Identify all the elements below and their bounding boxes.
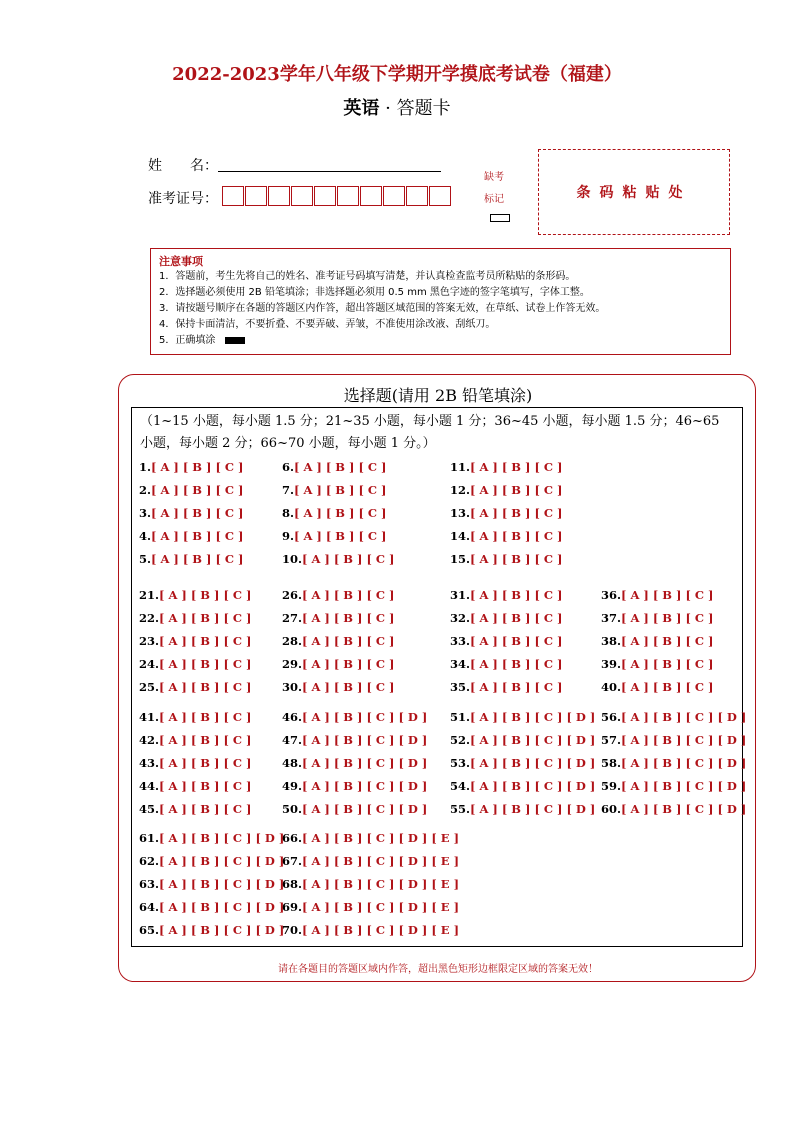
question-row[interactable] xyxy=(139,710,252,724)
missing-mark-box[interactable] xyxy=(490,214,510,222)
question-row[interactable] xyxy=(282,680,395,694)
question-row[interactable] xyxy=(282,779,427,793)
answer-options[interactable]: [ A ] [ B ] [ C ] xyxy=(470,611,563,625)
question-row[interactable] xyxy=(450,634,563,648)
exam-id-digit-box[interactable] xyxy=(406,186,428,206)
notice-item: 4．保持卡面清洁，不要折叠、不要弄破、弄皱，不准使用涂改液、刮纸刀。 xyxy=(159,319,496,330)
question-number: 47. xyxy=(282,733,303,747)
question-row[interactable] xyxy=(282,756,427,770)
answer-options[interactable]: [ A ] [ B ] [ C ] xyxy=(621,680,714,694)
question-row[interactable] xyxy=(601,588,714,602)
question-row[interactable] xyxy=(139,802,252,816)
question-row[interactable] xyxy=(601,710,746,724)
question-row[interactable] xyxy=(282,854,459,868)
question-number: 53. xyxy=(450,756,471,770)
name-field[interactable] xyxy=(218,171,441,172)
question-number: 46. xyxy=(282,710,303,724)
correct-fill-sample xyxy=(225,337,245,344)
answer-options[interactable]: [ A ] [ B ] [ C ] xyxy=(159,733,252,747)
card-subtitle xyxy=(0,94,794,120)
answer-options[interactable]: [ A ] [ B ] [ C ] [ D ] xyxy=(302,756,428,770)
question-row[interactable] xyxy=(282,831,459,845)
question-row[interactable] xyxy=(450,552,563,566)
question-number: 2. xyxy=(139,483,152,497)
answer-options[interactable]: [ A ] [ B ] [ C ] xyxy=(151,529,244,543)
question-number: 33. xyxy=(450,634,471,648)
exam-id-digit-box[interactable] xyxy=(337,186,359,206)
answer-options[interactable]: [ A ] [ B ] [ C ] xyxy=(151,460,244,474)
question-row[interactable] xyxy=(450,779,595,793)
question-number: 31. xyxy=(450,588,471,602)
question-number: 40. xyxy=(601,680,622,694)
answer-options[interactable]: [ A ] [ B ] [ C ] [ D ] xyxy=(470,710,596,724)
exam-id-digit-box[interactable] xyxy=(291,186,313,206)
question-number: 67. xyxy=(282,854,303,868)
answer-options[interactable]: [ A ] [ B ] [ C ] xyxy=(470,634,563,648)
exam-id-boxes[interactable] xyxy=(222,186,452,206)
question-number: 51. xyxy=(450,710,471,724)
question-row[interactable] xyxy=(139,460,244,474)
answer-options[interactable]: [ A ] [ B ] [ C ] xyxy=(151,483,244,497)
name-label: 姓 名： xyxy=(148,158,218,174)
question-row[interactable] xyxy=(450,588,563,602)
question-row[interactable] xyxy=(139,756,252,770)
answer-options[interactable]: [ A ] [ B ] [ C ] xyxy=(302,552,395,566)
question-row[interactable] xyxy=(450,483,563,497)
question-row[interactable] xyxy=(450,611,563,625)
question-row[interactable] xyxy=(601,733,746,747)
question-number: 39. xyxy=(601,657,622,671)
answer-options[interactable]: [ A ] [ B ] [ C ] [ D ] xyxy=(621,710,747,724)
question-row[interactable] xyxy=(139,634,252,648)
question-row[interactable] xyxy=(601,634,714,648)
question-number: 7. xyxy=(282,483,295,497)
answer-options[interactable]: [ A ] [ B ] [ C ] [ D ] xyxy=(159,900,285,914)
question-row[interactable] xyxy=(601,657,714,671)
answer-options[interactable]: [ A ] [ B ] [ C ] xyxy=(159,611,252,625)
answer-options[interactable]: [ A ] [ B ] [ C ] [ D ] xyxy=(159,831,285,845)
answer-options[interactable]: [ A ] [ B ] [ C ] xyxy=(621,611,714,625)
question-row[interactable] xyxy=(450,680,563,694)
answer-options[interactable]: [ A ] [ B ] [ C ] xyxy=(159,680,252,694)
question-number: 34. xyxy=(450,657,471,671)
question-row[interactable] xyxy=(139,483,244,497)
question-number: 23. xyxy=(139,634,160,648)
exam-title: 2022-2023学年八年级下学期开学摸底考试卷（福建） xyxy=(172,64,622,85)
answer-options[interactable]: [ A ] [ B ] [ C ] xyxy=(159,657,252,671)
answer-options[interactable]: [ A ] [ B ] [ C ] [ D ] xyxy=(159,854,285,868)
exam-id-digit-box[interactable] xyxy=(429,186,451,206)
question-number: 63. xyxy=(139,877,160,891)
question-row[interactable] xyxy=(282,552,395,566)
question-number: 9. xyxy=(282,529,295,543)
answer-options[interactable]: [ A ] [ B ] [ C ] xyxy=(470,460,563,474)
subject-label: 英语 xyxy=(343,98,380,119)
question-number: 55. xyxy=(450,802,471,816)
answer-options[interactable]: [ A ] [ B ] [ C ] [ D ] xyxy=(621,733,747,747)
exam-id-digit-box[interactable] xyxy=(268,186,290,206)
exam-id-label: 准考证号： xyxy=(148,191,218,207)
answer-options[interactable]: [ A ] [ B ] [ C ] [ D ] [ E ] xyxy=(302,854,460,868)
answer-options[interactable]: [ A ] [ B ] [ C ] [ D ] xyxy=(621,802,747,816)
question-number: 4. xyxy=(139,529,152,543)
answer-card xyxy=(118,374,756,982)
question-number: 30. xyxy=(282,680,303,694)
answer-options[interactable]: [ A ] [ B ] [ C ] [ D ] xyxy=(302,733,428,747)
question-row[interactable] xyxy=(139,900,284,914)
question-number: 37. xyxy=(601,611,622,625)
question-number: 43. xyxy=(139,756,160,770)
question-row[interactable] xyxy=(601,680,714,694)
question-row[interactable] xyxy=(450,657,563,671)
question-number: 8. xyxy=(282,506,295,520)
question-number: 60. xyxy=(601,802,622,816)
question-number: 1. xyxy=(139,460,152,474)
question-number: 62. xyxy=(139,854,160,868)
question-row[interactable] xyxy=(139,923,284,937)
answer-options[interactable]: [ A ] [ B ] [ C ] xyxy=(302,634,395,648)
missing-mark-label-1: 缺考 xyxy=(484,172,504,183)
question-number: 28. xyxy=(282,634,303,648)
question-row[interactable] xyxy=(450,529,563,543)
answer-options[interactable]: [ A ] [ B ] [ C ] [ D ] xyxy=(621,779,747,793)
answer-options[interactable]: [ A ] [ B ] [ C ] xyxy=(302,657,395,671)
section-instructions: （1~15 小题，每小题 1.5 分；21~35 小题，每小题 1 分；36~45 小题，每小题 1.5 分；46~65 小题，每小题 2 分；66~70 小题，每小题 1 分。） xyxy=(140,414,720,451)
question-row[interactable] xyxy=(139,680,252,694)
notice-item: 1．答题前，考生先将自己的姓名、准考证号码填写清楚，并认真检查监考员所粘贴的条形码。 xyxy=(159,271,576,282)
answer-options[interactable]: [ A ] [ B ] [ C ] xyxy=(470,483,563,497)
answer-options[interactable]: [ A ] [ B ] [ C ] xyxy=(151,506,244,520)
question-number: 66. xyxy=(282,831,303,845)
question-number: 22. xyxy=(139,611,160,625)
answer-options[interactable]: [ A ] [ B ] [ C ] xyxy=(302,611,395,625)
question-row[interactable] xyxy=(139,779,252,793)
answer-options[interactable]: [ A ] [ B ] [ C ] xyxy=(470,552,563,566)
answer-options[interactable]: [ A ] [ B ] [ C ] [ D ] [ E ] xyxy=(302,900,460,914)
question-number: 50. xyxy=(282,802,303,816)
question-row[interactable] xyxy=(282,657,395,671)
question-number: 36. xyxy=(601,588,622,602)
question-row[interactable] xyxy=(139,877,284,891)
question-number: 14. xyxy=(450,529,471,543)
question-row[interactable] xyxy=(139,529,244,543)
question-row[interactable] xyxy=(282,588,395,602)
missing-mark-label-2: 标记 xyxy=(484,194,504,205)
section-footer-warning: 请在各题目的答题区域内作答，超出黑色矩形边框限定区域的答案无效！ xyxy=(278,964,598,975)
barcode-area xyxy=(538,149,730,235)
answer-options[interactable]: [ A ] [ B ] [ C ] [ D ] [ E ] xyxy=(302,877,460,891)
notice-item: 3．请按题号顺序在各题的答题区内作答，超出答题区域范围的答案无效，在草纸、试卷上作答无效。 xyxy=(159,303,606,314)
question-number: 49. xyxy=(282,779,303,793)
answer-options[interactable]: [ A ] [ B ] [ C ] [ D ] xyxy=(470,733,596,747)
question-number: 24. xyxy=(139,657,160,671)
notice-title: 注意事项 xyxy=(159,255,203,268)
answer-options[interactable]: [ A ] [ B ] [ C ] xyxy=(470,529,563,543)
question-number: 12. xyxy=(450,483,471,497)
question-number: 59. xyxy=(601,779,622,793)
question-row[interactable] xyxy=(282,460,387,474)
question-row[interactable] xyxy=(282,506,387,520)
question-row[interactable] xyxy=(601,611,714,625)
question-number: 27. xyxy=(282,611,303,625)
answer-options[interactable]: [ A ] [ B ] [ C ] xyxy=(470,588,563,602)
question-number: 48. xyxy=(282,756,303,770)
card-name-label: 答题卡 xyxy=(396,98,451,119)
answer-options[interactable]: [ A ] [ B ] [ C ] xyxy=(159,634,252,648)
exam-id-digit-box[interactable] xyxy=(222,186,244,206)
question-row[interactable] xyxy=(282,634,395,648)
answer-options[interactable]: [ A ] [ B ] [ C ] xyxy=(302,588,395,602)
question-row[interactable] xyxy=(282,923,459,937)
answer-options[interactable]: [ A ] [ B ] [ C ] xyxy=(294,529,387,543)
question-number: 32. xyxy=(450,611,471,625)
question-row[interactable] xyxy=(450,733,595,747)
question-number: 61. xyxy=(139,831,160,845)
answer-options[interactable]: [ A ] [ B ] [ C ] [ D ] xyxy=(470,779,596,793)
exam-id-digit-box[interactable] xyxy=(245,186,267,206)
answer-options[interactable]: [ A ] [ B ] [ C ] xyxy=(159,802,252,816)
question-number: 58. xyxy=(601,756,622,770)
question-row[interactable] xyxy=(450,756,595,770)
question-row[interactable] xyxy=(139,657,252,671)
answer-area xyxy=(131,407,747,947)
notice-item-fill-example xyxy=(159,333,722,349)
answer-options[interactable]: [ A ] [ B ] [ C ] xyxy=(159,588,252,602)
barcode-label: 条码粘贴处 xyxy=(576,185,692,201)
question-number: 69. xyxy=(282,900,303,914)
question-row[interactable] xyxy=(282,611,395,625)
question-number: 3. xyxy=(139,506,152,520)
question-row[interactable] xyxy=(450,710,595,724)
question-row[interactable] xyxy=(139,611,252,625)
answer-options[interactable]: [ A ] [ B ] [ C ] xyxy=(159,710,252,724)
question-number: 11. xyxy=(450,460,471,474)
answer-options[interactable]: [ A ] [ B ] [ C ] xyxy=(294,460,387,474)
question-row[interactable] xyxy=(282,529,387,543)
question-number: 57. xyxy=(601,733,622,747)
question-row[interactable] xyxy=(450,506,563,520)
question-row[interactable] xyxy=(282,802,427,816)
question-number: 54. xyxy=(450,779,471,793)
question-row[interactable] xyxy=(601,779,746,793)
answer-options[interactable]: [ A ] [ B ] [ C ] [ D ] [ E ] xyxy=(302,923,460,937)
exam-id-digit-box[interactable] xyxy=(314,186,336,206)
exam-id-digit-box[interactable] xyxy=(383,186,405,206)
question-row[interactable] xyxy=(450,460,563,474)
question-number: 25. xyxy=(139,680,160,694)
question-number: 13. xyxy=(450,506,471,520)
question-number: 56. xyxy=(601,710,622,724)
answer-options[interactable]: [ A ] [ B ] [ C ] [ D ] xyxy=(621,756,747,770)
question-number: 45. xyxy=(139,802,160,816)
answer-options[interactable]: [ A ] [ B ] [ C ] xyxy=(159,779,252,793)
question-number: 35. xyxy=(450,680,471,694)
question-number: 26. xyxy=(282,588,303,602)
question-number: 70. xyxy=(282,923,303,937)
question-number: 68. xyxy=(282,877,303,891)
question-row[interactable] xyxy=(139,733,252,747)
question-number: 65. xyxy=(139,923,160,937)
section-title: 选择题(请用 2B 铅笔填涂) xyxy=(343,386,533,405)
answer-options[interactable]: [ A ] [ B ] [ C ] [ D ] xyxy=(470,756,596,770)
answer-options[interactable]: [ A ] [ B ] [ C ] xyxy=(294,483,387,497)
answer-options[interactable]: [ A ] [ B ] [ C ] [ D ] xyxy=(159,923,285,937)
exam-id-digit-box[interactable] xyxy=(360,186,382,206)
answer-options[interactable]: [ A ] [ B ] [ C ] xyxy=(621,588,714,602)
answer-options[interactable]: [ A ] [ B ] [ C ] [ D ] xyxy=(302,802,428,816)
question-row[interactable] xyxy=(139,552,244,566)
notice-item: 2．选择题必须使用 2B 铅笔填涂；非选择题必须用 0.5 mm 黑色字迹的签字笔填写，字体工整。 xyxy=(159,287,590,298)
question-row[interactable] xyxy=(282,877,459,891)
question-row[interactable] xyxy=(139,854,284,868)
question-number: 38. xyxy=(601,634,622,648)
notice-item: 5．正确填涂 xyxy=(159,335,216,346)
answer-options[interactable]: [ A ] [ B ] [ C ] xyxy=(159,756,252,770)
answer-options[interactable]: [ A ] [ B ] [ C ] xyxy=(470,657,563,671)
question-number: 15. xyxy=(450,552,471,566)
notice-box xyxy=(150,248,731,355)
answer-options[interactable]: [ A ] [ B ] [ C ] [ D ] xyxy=(159,877,285,891)
answer-options[interactable]: [ A ] [ B ] [ C ] [ D ] [ E ] xyxy=(302,831,460,845)
question-number: 10. xyxy=(282,552,303,566)
question-row[interactable] xyxy=(282,483,387,497)
question-number: 29. xyxy=(282,657,303,671)
question-row[interactable] xyxy=(139,831,284,845)
question-number: 52. xyxy=(450,733,471,747)
answer-options[interactable]: [ A ] [ B ] [ C ] xyxy=(621,634,714,648)
question-row[interactable] xyxy=(282,733,427,747)
question-row[interactable] xyxy=(139,506,244,520)
question-number: 6. xyxy=(282,460,295,474)
question-number: 41. xyxy=(139,710,160,724)
question-row[interactable] xyxy=(139,588,252,602)
answer-options[interactable]: [ A ] [ B ] [ C ] xyxy=(470,680,563,694)
question-row[interactable] xyxy=(282,900,459,914)
question-number: 21. xyxy=(139,588,160,602)
question-number: 42. xyxy=(139,733,160,747)
answer-options[interactable]: [ A ] [ B ] [ C ] xyxy=(621,657,714,671)
answer-options[interactable]: [ A ] [ B ] [ C ] [ D ] xyxy=(302,710,428,724)
answer-options[interactable]: [ A ] [ B ] [ C ] xyxy=(294,506,387,520)
question-number: 5. xyxy=(139,552,152,566)
answer-options[interactable]: [ A ] [ B ] [ C ] xyxy=(302,680,395,694)
answer-options[interactable]: [ A ] [ B ] [ C ] [ D ] xyxy=(302,779,428,793)
question-row[interactable] xyxy=(601,756,746,770)
answer-options[interactable]: [ A ] [ B ] [ C ] xyxy=(151,552,244,566)
question-row[interactable] xyxy=(450,802,595,816)
question-number: 64. xyxy=(139,900,160,914)
question-row[interactable] xyxy=(282,710,427,724)
question-number: 44. xyxy=(139,779,160,793)
question-row[interactable] xyxy=(601,802,746,816)
answer-options[interactable]: [ A ] [ B ] [ C ] xyxy=(470,506,563,520)
subtitle-separator: · xyxy=(379,98,397,119)
answer-options[interactable]: [ A ] [ B ] [ C ] [ D ] xyxy=(470,802,596,816)
